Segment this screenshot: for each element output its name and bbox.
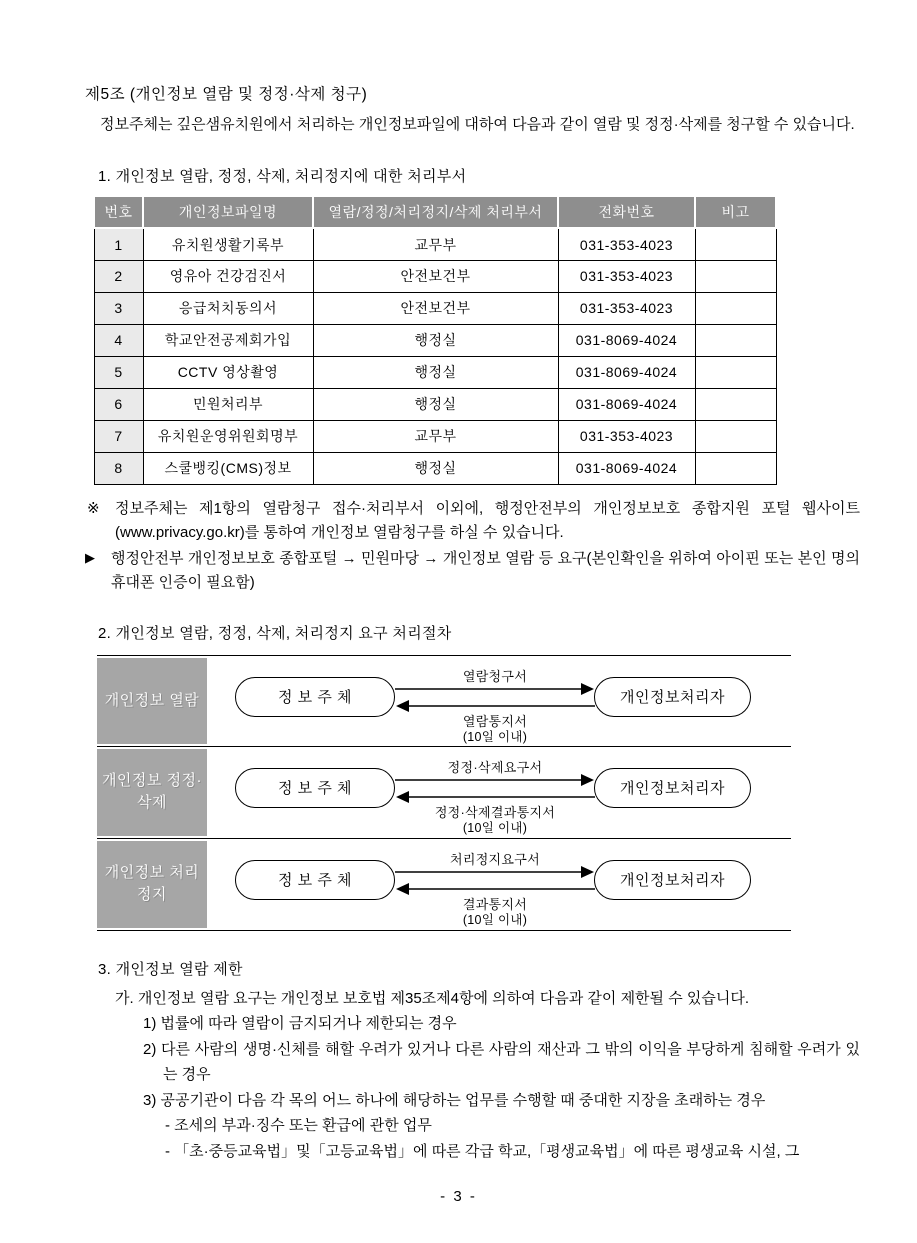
section3-subitem-2: 2) 다른 사람의 생명·신체를 해할 우려가 있거나 다른 사람의 재산과 그 밖의 이익을 부당하게 침해할 우려가 있는 경우 [143,1040,860,1084]
table-cell-file: 학교안전공제회가입 [143,324,313,356]
flow-label: 개인정보 정정·삭제 [97,749,207,836]
subject-oval: 정 보 주 체 [235,768,395,808]
reference-marker-icon: ※ [87,499,100,517]
processing-dept-table [93,195,777,485]
table-cell-note [695,356,776,388]
table-row [94,452,776,484]
table-cell-note [695,260,776,292]
section1-heading: 1. 개인정보 열람, 정정, 삭제, 처리정지에 대한 처리부서 [98,168,467,186]
table-cell-note [695,388,776,420]
flow-content [207,656,791,746]
table-cell-dept: 안전보건부 [313,260,558,292]
section3-dash-item-2: - 「초·중등교육법」및「고등교육법」에 따른 각급 학교,「평생교육법」에 따른 평생교육 시설, 그 [165,1142,800,1160]
table-cell-phone: 031-353-4023 [558,292,695,324]
table-cell-file: 민원처리부 [143,388,313,420]
table-row [94,228,776,260]
table-cell-dept: 안전보건부 [313,292,558,324]
table-cell-file: 유치원운영위원회명부 [143,420,313,452]
table-cell-dept: 교무부 [313,228,558,260]
deadline-label: (10일 이내) [462,912,528,927]
triangle-marker-icon: ▶ [85,549,95,565]
deadline-label: (10일 이내) [462,729,528,744]
forward-arrow-label: 처리정지요구서 [449,851,540,867]
table-row [94,260,776,292]
backward-arrow-label: 열람통지서 [462,713,528,729]
flow-content [207,839,791,930]
note-text: 행정안전부 개인정보보호 종합포털 → 민원마당 → 개인정보 열람 등 요구(본인확인을 위하여 아이핀 또는 본인 명의 휴대폰 인증이 필요함) [111,549,860,591]
table-cell-phone: 031-353-4023 [558,228,695,260]
flow-label: 개인정보 열람 [97,658,207,744]
column-header: 비고 [695,196,776,228]
table-cell-dept: 행정실 [313,452,558,484]
table-cell-no: 8 [94,452,143,484]
note-text: 정보주체는 제1항의 열람청구 접수·처리부서 이외에, 행정안전부의 개인정보보호 종합지원 포털 웹사이트 (www.privacy.go.kr)를 통하여 개인정보 열람청구를 하실 수 있습니다. [115,499,860,541]
flow-row-suspension [97,839,791,931]
table-body [94,228,776,484]
table-cell-no: 5 [94,356,143,388]
table-cell-no: 6 [94,388,143,420]
forward-arrow-label: 열람청구서 [462,668,528,684]
table-cell-phone: 031-8069-4024 [558,356,695,388]
flow-content [207,747,791,838]
article-title: 제5조 (개인정보 열람 및 정정·삭제 청구) [85,86,368,103]
subject-oval: 정 보 주 체 [235,860,395,900]
column-header: 전화번호 [558,196,695,228]
forward-arrow-label: 정정·삭제요구서 [447,759,543,775]
table-cell-phone: 031-8069-4024 [558,324,695,356]
table-cell-no: 4 [94,324,143,356]
table-cell-no: 3 [94,292,143,324]
table-row [94,388,776,420]
backward-arrow-label: 정정·삭제결과통지서 [434,804,556,820]
table-row [94,420,776,452]
flow-label: 개인정보 처리정지 [97,841,207,928]
table-cell-no: 2 [94,260,143,292]
section3-dash-item-1: - 조세의 부과·징수 또는 환급에 관한 업무 [165,1117,432,1135]
table-cell-phone: 031-8069-4024 [558,388,695,420]
table-cell-dept: 행정실 [313,356,558,388]
table-cell-dept: 교무부 [313,420,558,452]
table-cell-file: 유치원생활기록부 [143,228,313,260]
backward-arrow-label: 결과통지서 [462,896,528,912]
article-intro: 정보주체는 깊은샘유치원에서 처리하는 개인정보파일에 대하여 다음과 같이 열람 및 정정·삭제를 청구할 수 있습니다. [100,116,855,133]
flow-row-correction-deletion [97,747,791,839]
column-header: 열람/정정/처리정지/삭제 처리부서 [313,196,558,228]
section3-item-ga: 가. 개인정보 열람 요구는 개인정보 보호법 제35조제4항에 의하여 다음과 같이 제한될 수 있습니다. [115,989,749,1007]
note-privacy-portal [85,497,860,545]
table-cell-note [695,452,776,484]
column-header: 개인정보파일명 [143,196,313,228]
processor-oval: 개인정보처리자 [594,768,751,808]
section3-subitem-1: 1) 법률에 따라 열람이 금지되거나 제한되는 경우 [143,1015,457,1033]
table-cell-phone: 031-353-4023 [558,260,695,292]
table-cell-dept: 행정실 [313,324,558,356]
section3-heading: 3. 개인정보 열람 제한 [98,960,243,978]
table-cell-note [695,420,776,452]
page-number: - 3 - [440,1188,477,1205]
column-header: 번호 [94,196,143,228]
table-cell-no: 7 [94,420,143,452]
deadline-label: (10일 이내) [462,820,528,835]
processor-oval: 개인정보처리자 [594,677,751,717]
table-cell-phone: 031-8069-4024 [558,452,695,484]
table-cell-file: 영유아 건강검진서 [143,260,313,292]
table-cell-dept: 행정실 [313,388,558,420]
table-cell-note [695,292,776,324]
process-flow-diagram [97,655,791,931]
table-header [94,196,776,228]
table-row [94,324,776,356]
table-cell-file: 응급처치동의서 [143,292,313,324]
note-portal-path [85,547,860,595]
section3-subitem-3: 3) 공공기관이 다음 각 목의 어느 하나에 해당하는 업무를 수행할 때 중대한 지장을 초래하는 경우 [143,1091,766,1109]
table-cell-file: CCTV 영상촬영 [143,356,313,388]
table-cell-file: 스쿨뱅킹(CMS)정보 [143,452,313,484]
subject-oval: 정 보 주 체 [235,677,395,717]
table-cell-note [695,228,776,260]
table-cell-no: 1 [94,228,143,260]
table-row [94,292,776,324]
notes-block [85,497,860,595]
flow-row-access [97,655,791,747]
table-cell-note [695,324,776,356]
table-cell-phone: 031-353-4023 [558,420,695,452]
section2-heading: 2. 개인정보 열람, 정정, 삭제, 처리정지 요구 처리절차 [98,624,452,642]
table-header-row [94,196,776,228]
table-row [94,356,776,388]
processor-oval: 개인정보처리자 [594,860,751,900]
